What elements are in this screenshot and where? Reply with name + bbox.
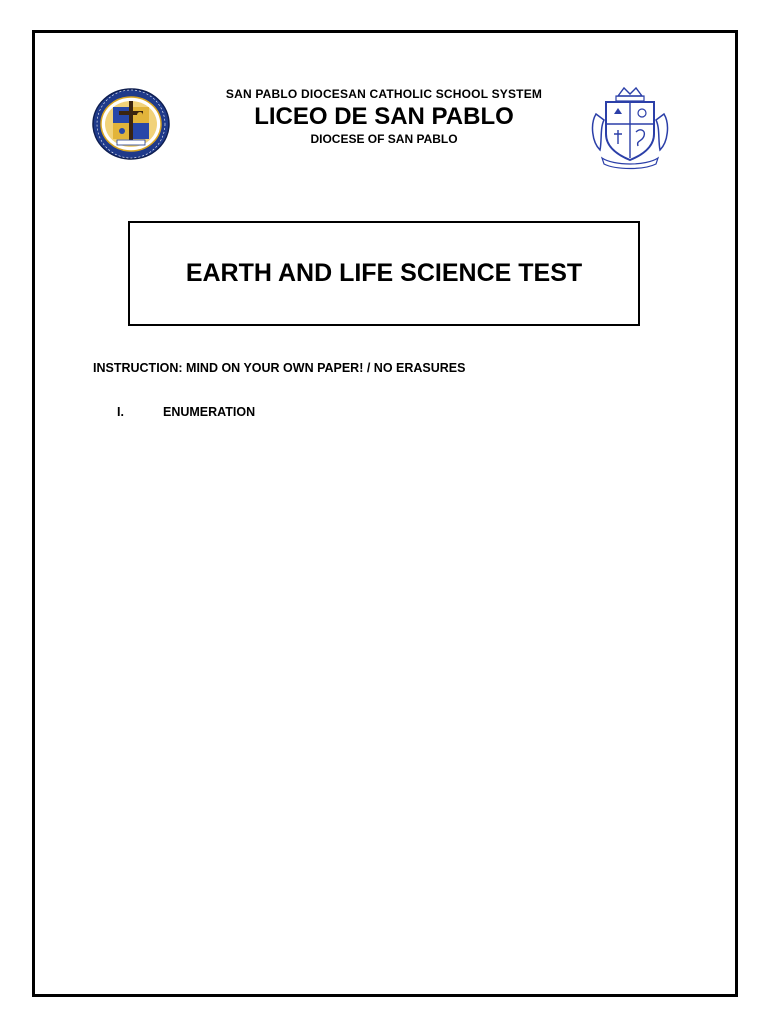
school-name: LICEO DE SAN PABLO xyxy=(254,103,514,130)
page-border xyxy=(32,30,738,997)
diocesan-seal-icon xyxy=(91,87,171,161)
school-crest-icon xyxy=(588,84,672,170)
diocese-name: DIOCESE OF SAN PABLO xyxy=(310,132,458,146)
test-title: EARTH AND LIFE SCIENCE TEST xyxy=(185,259,583,287)
title-box xyxy=(128,221,640,326)
section-title: ENUMERATION xyxy=(163,405,256,419)
instruction-text: INSTRUCTION: MIND ON YOUR OWN PAPER! / NO ERASURES xyxy=(93,361,466,375)
section-number: I. xyxy=(117,405,124,419)
school-system-name: SAN PABLO DIOCESAN CATHOLIC SCHOOL SYSTEM xyxy=(225,87,543,101)
